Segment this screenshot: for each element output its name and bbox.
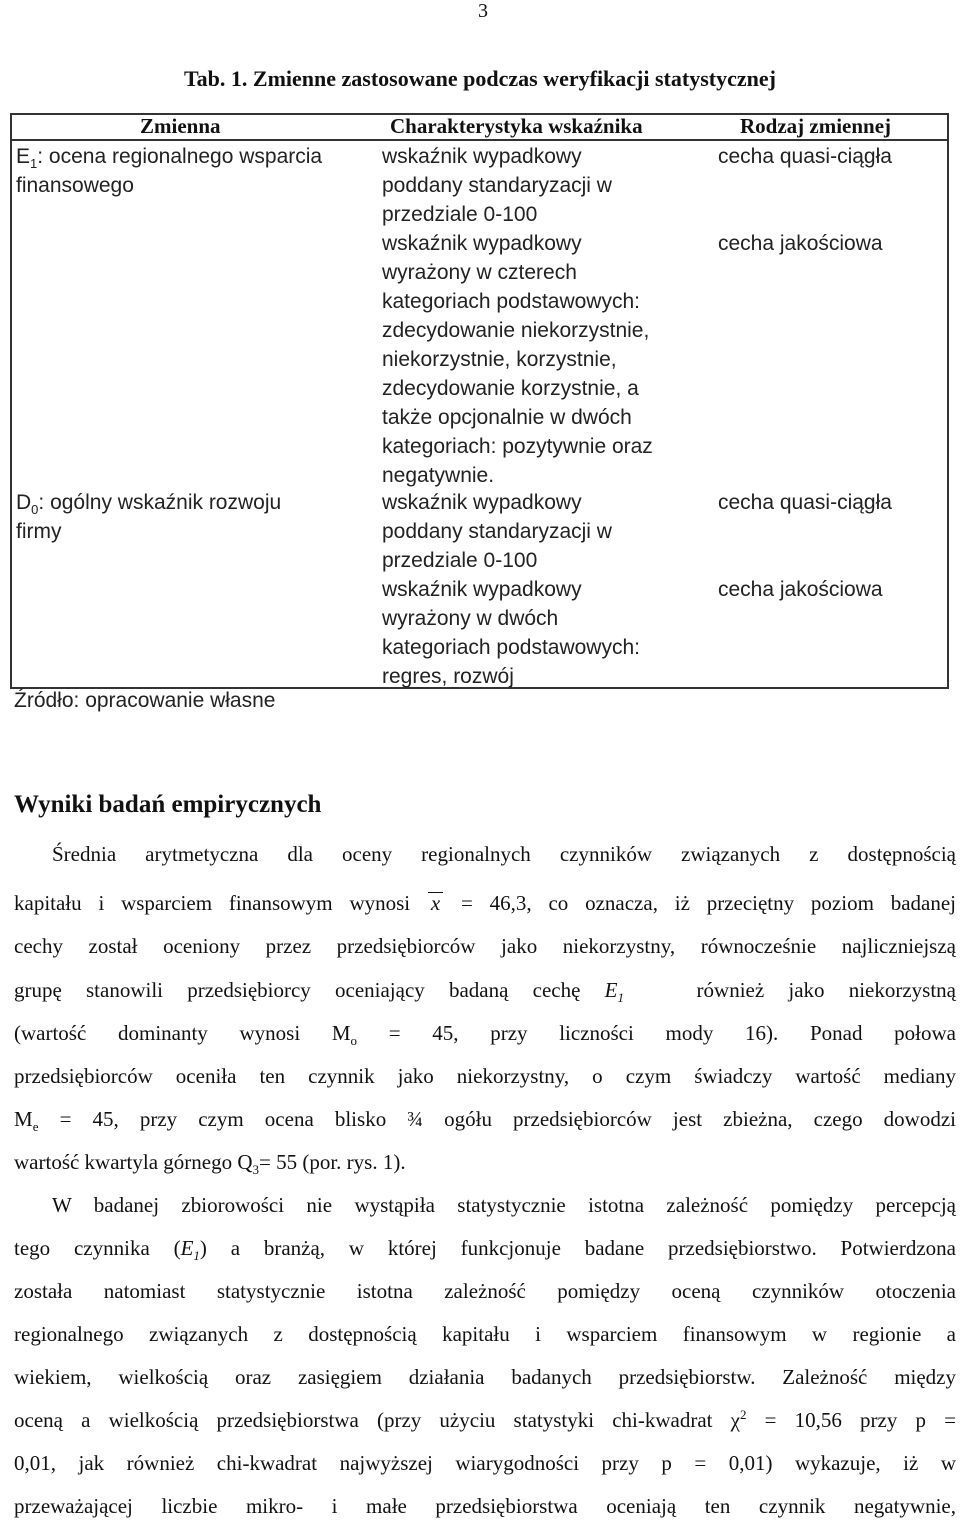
page-number: 3 — [478, 0, 488, 22]
p1-line-5: (wartość dominanty wynosi $M_o = 45$, przy liczności mody 16). Ponad połowa — [14, 1021, 956, 1049]
p2-line-4: regionalnego związanych z dostępnością kapitału i wsparciem finansowym w regionie a — [14, 1322, 956, 1346]
p1-line-6: przedsiębiorców oceniła ten czynnik jako niekorzystny, o czym świadczy wartość mediany — [14, 1064, 956, 1088]
p1-line-1: Średnia arytmetyczna dla oceny regionalnych czynników związanych z dostępnością — [52, 842, 956, 866]
row3-characteristic: wskaźnik wypadkowy poddany standaryzacji w przedziale 0-100 — [382, 491, 612, 572]
mean-symbol: x — [427, 889, 444, 917]
p1-line-4: grupę stanowili przedsiębiorcy oceniający badaną cechę $E_1$ również jako niekorzystną — [14, 978, 957, 1006]
row4-characteristic: wskaźnik wypadkowy wyrażony w dwóch kategoriach podstawowych: regres, rozwój — [382, 578, 640, 688]
p2-line-6: oceną a wielkością przedsiębiorstwa (przy użyciu statystyki chi-kwadrat $\chi^2 = 10,56$ przy p = — [14, 1407, 956, 1432]
row2-type: cecha jakościowa — [718, 232, 883, 255]
row1-type: cecha quasi-ciągła — [718, 145, 892, 168]
section-heading: Wyniki badań empirycznych — [14, 791, 322, 818]
table-title: Tab. 1. Zmienne zastosowane podczas weryfikacji statystycznej — [184, 66, 776, 91]
row1-variable: $E_1$: ocena regionalnego wsparcia finansowego — [16, 145, 323, 197]
row3-variable: $D_0$: ogólny wskaźnik rozwoju firmy — [16, 491, 282, 543]
p2-line-3: została natomiast statystycznie istotna zależność pomiędzy oceną czynników otoczenia — [14, 1279, 956, 1303]
table-header-rule — [10, 139, 949, 141]
row2-characteristic: wskaźnik wypadkowy wyrażony w czterech kategoriach podstawowych: zdecydowanie niekorzystnie, niekorzystnie, korzystnie, zdecydowanie korzystnie, a także opcjonalnie w dwóch kategoriach: pozytywnie oraz negatywnie. — [382, 232, 653, 487]
p2-line-8: przeważającej liczbie mikro- i małe przedsiębiorstwa oceniają ten czynnik negatywnie, — [14, 1494, 956, 1518]
row1-characteristic: wskaźnik wypadkowy poddany standaryzacji w przedziale 0-100 — [382, 145, 612, 226]
p2-line-1: W badanej zbiorowości nie wystąpiła statystycznie istotna zależność pomiędzy percepcją — [52, 1193, 956, 1217]
p1-line-8: wartość kwartyla górnego $Q_3= 55$ (por. rys. 1). — [14, 1150, 406, 1178]
p2-line-2: tego czynnika $(E_1)$ a branżą, w której funkcjonuje badane przedsiębiorstwo. Potwierdzona — [14, 1236, 956, 1264]
header-zmienna: Zmienna — [140, 114, 221, 138]
p1-line-3: cechy został oceniony przez przedsiębiorców jako niekorzystny, równocześnie najliczniejszą — [14, 934, 956, 958]
variables-table — [10, 113, 949, 689]
row3-type: cecha quasi-ciągła — [718, 491, 892, 514]
p2-line-7: 0,01, jak również chi-kwadrat najwyższej wiarygodności przy p = 0,01) wykazuje, iż w — [14, 1451, 956, 1475]
table-source: Źródło: opracowanie własne — [14, 689, 276, 712]
p1-line-7: $M_e = 45$, przy czym ocena blisko ¾ ogółu przedsiębiorców jest zbieżna, czego dowodzi — [14, 1107, 956, 1135]
p2-line-5: wiekiem, wielkością oraz zasięgiem działania badanych przedsiębiorstw. Zależność między — [14, 1365, 956, 1389]
header-rodzaj: Rodzaj zmiennej — [740, 114, 892, 138]
p1-line-2: kapitału i wsparciem finansowym wynosi x = 46,3, co oznacza, iż przeciętny poziom badanej — [14, 891, 957, 915]
header-charakterystyka: Charakterystyka wskaźnika — [390, 114, 643, 138]
row4-type: cecha jakościowa — [718, 578, 883, 601]
